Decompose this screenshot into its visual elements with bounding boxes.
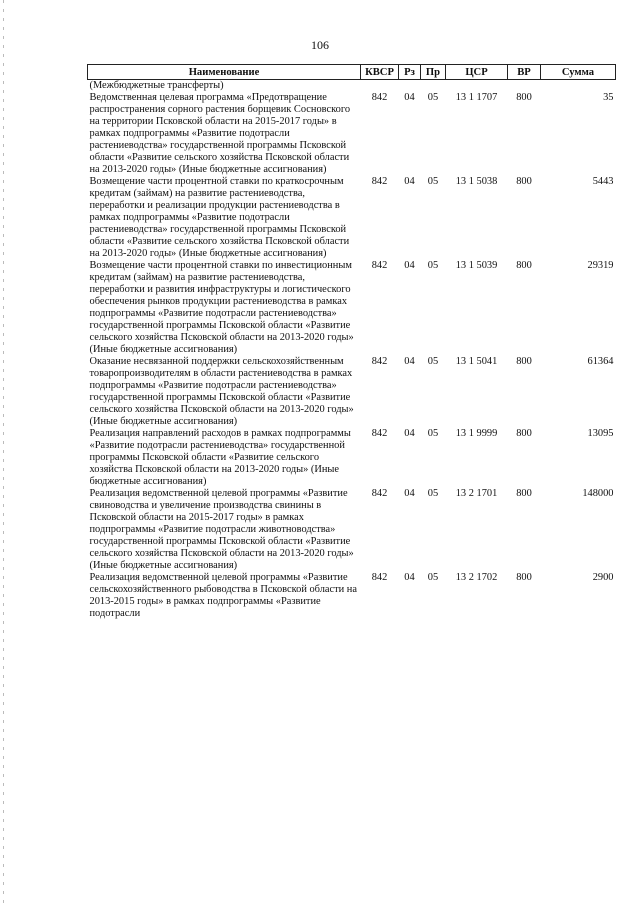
row-rz: 04 xyxy=(404,356,415,367)
header-vr: ВР xyxy=(508,65,541,80)
row-name: Реализация направлений расходов в рамках подпрограммы «Развитие подотрасли растениеводства» государственной программы Псковской области «Развитие сельского хозяйства Псковской области на 2013-2020 годы» (Иные бюджетные ассигнования) xyxy=(89,428,351,487)
row-name: Реализация ведомственной целевой программы «Развитие свиноводства и увеличение производства свинины в Псковской области на 2015-2017 годы» в рамках подпрограммы «Развитие подотрасли животноводства» государственной программы Псковской области «Развитие сельского хозяйства Псковской области на 2013-2020 годы» (Иные бюджетные ассигнования) xyxy=(89,488,354,571)
table-row xyxy=(88,428,616,488)
row-kvsr: 842 xyxy=(371,92,388,103)
row-csr: 13 1 5038 xyxy=(455,176,498,187)
row-csr: 13 2 1702 xyxy=(455,572,498,583)
row-csr: 13 2 1701 xyxy=(455,488,498,499)
row-vr: 800 xyxy=(516,260,532,271)
row-rz: 04 xyxy=(404,428,415,439)
row-kvsr: 842 xyxy=(371,260,388,271)
row-vr: 800 xyxy=(516,488,532,499)
row-name: Возмещение части процентной ставки по краткосрочным кредитам (займам) на развитие растениеводства, переработки и реализации продукции растениеводства в рамках подпрограммы «Развитие подотрасли растениеводства» государственной программы Псковской области «Развитие сельского хозяйства Псковской области на 2013-2020 годы» (Иные бюджетные ассигнования) xyxy=(89,176,350,259)
row-sum: 61364 xyxy=(587,356,614,367)
row-csr: 13 1 5041 xyxy=(455,356,498,367)
row-vr: 800 xyxy=(516,92,532,103)
header-kvsr: КВСР xyxy=(361,65,399,80)
row-sum: 35 xyxy=(603,92,614,103)
budget-table xyxy=(87,64,616,620)
row-sum: 148000 xyxy=(582,488,614,499)
row-kvsr: 842 xyxy=(371,488,388,499)
row-kvsr: 842 xyxy=(371,356,388,367)
row-kvsr: 842 xyxy=(371,428,388,439)
row-name: Ведомственная целевая программа «Предотвращение распространения сорного растения борщевик Сосновского на территории Псковской области на 2015-2017 годы» в рамках подпрограммы «Развитие подотрасли растениеводства» государственной программы Псковской области «Развитие сельского хозяйства Псковской области на 2013-2020 годы» (Иные бюджетные ассигнования) xyxy=(89,92,351,175)
row-kvsr: 842 xyxy=(371,176,388,187)
row-sum: 5443 xyxy=(592,176,614,187)
row-csr: 13 1 5039 xyxy=(455,260,498,271)
row-csr: 13 1 9999 xyxy=(455,428,498,439)
row-name: Возмещение части процентной ставки по инвестиционным кредитам (займам) на развитие растениеводства, переработки и развития инфраструктуры и логистического обеспечения рынков продукции растениеводства в рамках подпрограммы «Развитие подотрасли растениеводства» государственной программы Псковской области «Развитие сельского хозяйства Псковской области на 2013-2020 годы» (Иные бюджетные ассигнования) xyxy=(89,260,354,355)
table-row xyxy=(88,92,616,176)
table-row xyxy=(88,572,616,620)
row-rz: 04 xyxy=(404,572,415,583)
row-sum: 29319 xyxy=(587,260,614,271)
table-row xyxy=(88,176,616,260)
table-row xyxy=(88,356,616,428)
page-number: 106 xyxy=(311,38,329,52)
table-header-row xyxy=(88,65,616,80)
row-pr: 05 xyxy=(427,356,439,367)
row-rz: 04 xyxy=(404,260,415,271)
row-vr: 800 xyxy=(516,572,532,583)
row-rz: 04 xyxy=(404,488,415,499)
row-vr: 800 xyxy=(516,176,532,187)
header-pr: Пр xyxy=(421,65,446,80)
row-pr: 05 xyxy=(427,488,439,499)
row-sum: 13095 xyxy=(587,428,614,439)
header-sum: Сумма xyxy=(541,65,616,80)
row-name: Оказание несвязанной поддержки сельскохозяйственным товаропроизводителям в области растениеводства в рамках подпрограммы «Развитие подотрасли растениеводства» государственной программы Псковской области «Развитие сельского хозяйства Псковской области на 2013-2020 годы» (Иные бюджетные ассигнования) xyxy=(89,356,354,427)
row-pr: 05 xyxy=(427,92,439,103)
row-pr: 05 xyxy=(427,428,439,439)
row-vr: 800 xyxy=(516,428,532,439)
row-sum: 2900 xyxy=(592,572,614,583)
header-csr: ЦСР xyxy=(446,65,508,80)
scan-edge-mark xyxy=(3,0,4,905)
row-kvsr: 842 xyxy=(371,572,388,583)
table-row-continuation xyxy=(88,80,616,93)
continuation-text: (Межбюджетные трансферты) xyxy=(89,80,224,91)
header-name: Наименование xyxy=(88,65,361,80)
header-rz: Рз xyxy=(399,65,421,80)
row-vr: 800 xyxy=(516,356,532,367)
table-row xyxy=(88,488,616,572)
row-name: Реализация ведомственной целевой программы «Развитие сельскохозяйственного рыбоводства в Псковской области на 2013-2015 годы» в рамках подпрограммы «Развитие подотрасли xyxy=(89,572,357,619)
table-row xyxy=(88,260,616,356)
row-pr: 05 xyxy=(427,176,439,187)
row-rz: 04 xyxy=(404,92,415,103)
row-pr: 05 xyxy=(427,260,439,271)
row-csr: 13 1 1707 xyxy=(455,92,498,103)
row-pr: 05 xyxy=(427,572,439,583)
row-rz: 04 xyxy=(404,176,415,187)
